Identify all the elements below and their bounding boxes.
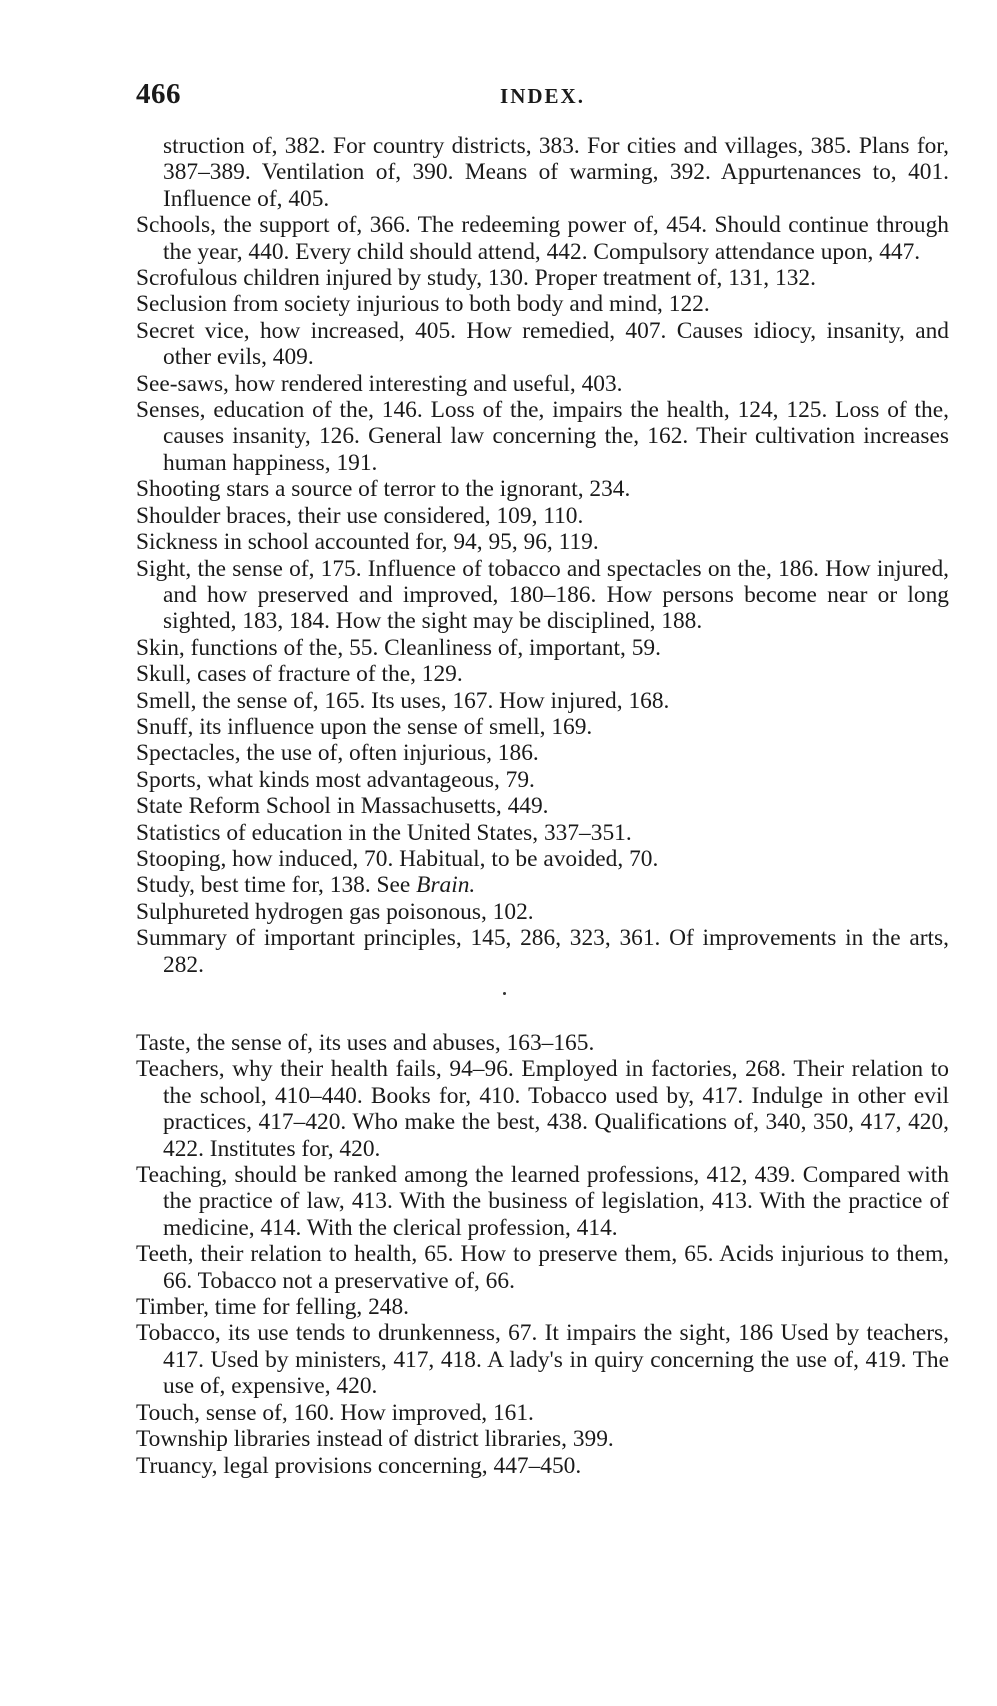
index-entry-text: Touch, sense of, 160. How improved, 161. [136,1399,534,1426]
index-entry [136,767,949,793]
index-entry-text: Statistics of education in the United States, 337–351. [136,819,632,846]
index-entry-text: Smell, the sense of, 165. Its uses, 167. How injured, 168. [136,687,670,714]
index-entry [136,714,949,740]
index-entry [136,793,949,819]
index-list [136,133,949,1479]
index-entry-text: Tobacco, its use tends to drunkenness, 67. It impairs the sight, 186 Used by teachers, 417. Used by ministers, 417, 418. A lady's in quiry concerning the use of, 419. The use of, expensive, 420. [136,1320,949,1400]
index-entry-text: Schools, the support of, 366. The redeeming power of, 454. Should continue through the year, 440. Every child should attend, 442. Compulsory attendance upon, 447. [136,212,949,265]
index-entry-text: Truancy, legal provisions concerning, 447–450. [136,1452,582,1479]
index-entry-text: Township libraries instead of district libraries, 399. [136,1426,614,1453]
index-entry [136,371,949,397]
index-entry-text: Sickness in school accounted for, 94, 95, 96, 119. [136,529,599,556]
index-entry-text: Spectacles, the use of, often injurious, 186. [136,740,539,767]
index-entry-text: Teachers, why their health fails, 94–96. Employed in factories, 268. Their relation to the school, 410–440. Books for, 410. Tobacco used by, 417. Indulge in other evil practices, 417–420. Who make the best, 438. Qualifications of, 340, 350, 417, 420, 422. Institutes for, 420. [136,1056,949,1162]
index-entry [136,265,949,291]
index-entry-text: Sight, the sense of, 175. Influence of tobacco and spectacles on the, 186. How injured, and how preserved and improved, 180–186. How persons become near or long sighted, 183, 184. How the sight may be disciplined, 188. [136,555,949,635]
page-header [136,78,949,118]
index-entry [136,1400,949,1426]
index-entry [136,397,949,476]
index-section-t [136,1030,949,1479]
index-entry [136,318,949,371]
index-entry-text: Teeth, their relation to health, 65. How to preserve them, 65. Acids injurious to them, 66. Tobacco not a preservative of, 66. [136,1241,949,1294]
index-entry [136,1241,949,1294]
index-entry-text: Senses, education of the, 146. Loss of the, impairs the health, 124, 125. Loss of the, causes insanity, 126. General law concerning the, 162. Their cultivation increases human happiness, 191. [136,397,949,476]
index-entry [136,529,949,555]
index-entry [136,133,949,212]
index-entry [136,503,949,529]
index-entry-text: Skin, functions of the, 55. Cleanliness of, important, 59. [136,634,661,661]
index-entry [136,925,949,978]
index-entry-text: Skull, cases of fracture of the, 129. [136,661,463,688]
index-entry-text: Study, best time for, 138. See [136,872,417,899]
index-entry [136,740,949,766]
index-entry [136,476,949,502]
index-entry-text: Summary of important principles, 145, 286, 323, 361. Of improvements in the arts, 282. [136,925,949,978]
index-entry-text: Seclusion from society injurious to both body and mind, 122. [136,291,710,318]
index-entry-text: struction of, 382. For country districts, 383. For cities and villages, 385. Plans for, 387–389. Ventilation of, 390. Means of warming, 392. Appurtenances to, 401. Influence of, 405. [163,133,949,212]
index-entry [136,899,949,925]
index-entry [136,1162,949,1241]
index-entry [136,872,949,898]
index-entry [136,846,949,872]
index-entry-text: Taste, the sense of, its uses and abuses, 163–165. [136,1030,595,1056]
index-entry-text: Shooting stars a source of terror to the ignorant, 234. [136,476,631,503]
index-entry-text: Stooping, how induced, 70. Habitual, to be avoided, 70. [136,845,659,872]
index-entry-text: State Reform School in Massachusetts, 449. [136,793,549,820]
index-entry-text: Sulphureted hydrogen gas poisonous, 102. [136,898,534,925]
index-entry [136,1294,949,1320]
index-entry [136,661,949,687]
index-entry-text: See-saws, how rendered interesting and useful, 403. [136,370,623,397]
index-entry-text: Teaching, should be ranked among the learned professions, 412, 439. Compared with the practice of law, 413. With the business of legislation, 413. With the practice of medicine, 414. With the clerical profession, 414. [136,1162,949,1241]
section-separator [136,978,949,1030]
index-entry [136,820,949,846]
index-entry [136,635,949,661]
index-entry [136,1056,949,1162]
index-entry [136,1453,949,1479]
index-entry [136,1426,949,1452]
index-entry [136,556,949,635]
index-entry-text: Timber, time for felling, 248. [136,1294,410,1321]
index-entry-text: Snuff, its influence upon the sense of smell, 169. [136,713,593,740]
index-entry [136,212,949,265]
index-entry-text: Scrofulous children injured by study, 130. Proper treatment of, 131, 132. [136,265,816,292]
index-entry [136,291,949,317]
separator-dot [503,992,506,995]
index-section-s [136,133,949,978]
cross-reference: Brain. [416,872,476,899]
index-entry [136,1030,949,1056]
index-entry [136,1320,949,1399]
index-entry-text: Shoulder braces, their use considered, 109, 110. [136,502,584,529]
index-entry-text: Sports, what kinds most advantageous, 79. [136,766,535,793]
page-number: 466 [136,78,181,110]
running-title: INDEX. [500,84,585,108]
index-entry [136,688,949,714]
index-entry-text: Secret vice, how increased, 405. How remedied, 407. Causes idiocy, insanity, and other evils, 409. [136,317,949,371]
